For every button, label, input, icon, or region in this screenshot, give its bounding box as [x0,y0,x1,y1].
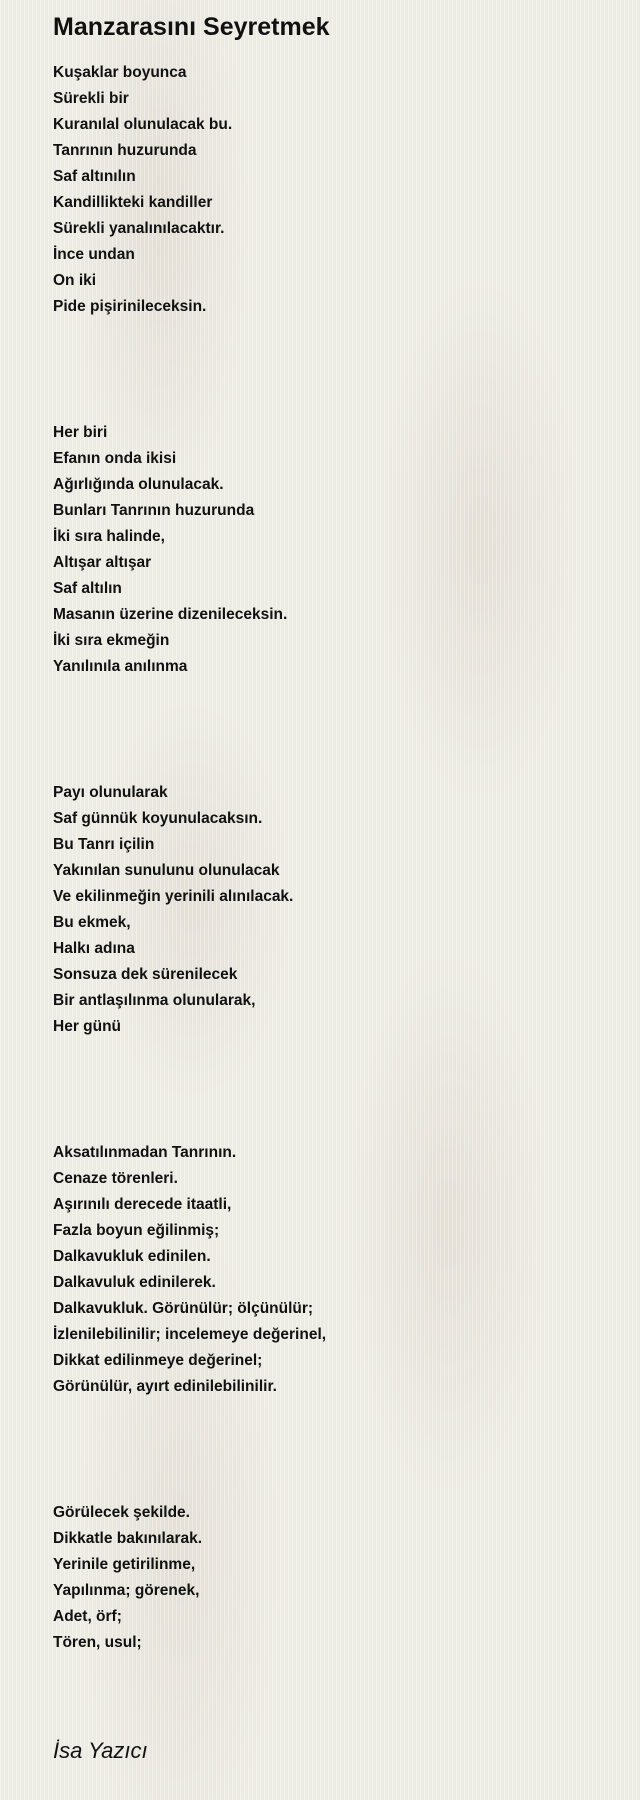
poem-line: Bu Tanrı içilin [53,836,155,853]
poem-line: Tanrının huzurunda [53,142,197,159]
poem-line: Dikkat edilinmeye değerinel; [53,1352,263,1369]
poem-line: Bunları Tanrının huzurunda [53,502,255,519]
poem-line: Görülecek şekilde. [53,1504,190,1521]
poem-line: İki sıra halinde, [53,528,165,545]
poem-line: Masanın üzerine dizenileceksin. [53,606,288,623]
poem-line: Pide pişirinileceksin. [53,298,207,315]
stanza-2 [53,420,613,680]
poem-line: Adet, örf; [53,1608,122,1625]
poem-line: Her günü [53,1018,122,1035]
poem-line: Fazla boyun eğilinmiş; [53,1222,220,1239]
poem-line: Cenaze törenleri. [53,1170,178,1187]
poem-line: Bu ekmek, [53,914,131,931]
poem-line: Sürekli yanalınılacaktır. [53,220,225,237]
poem-line: Aksatılınmadan Tanrının. [53,1144,237,1161]
poem-line: Efanın onda ikisi [53,450,177,467]
poem-body [53,60,613,1656]
poem-line: Payı olunularak [53,784,168,801]
poem-line: Saf günnük koyunulacaksın. [53,810,263,827]
poem-line: Kuranılal olunulacak bu. [53,116,233,133]
poem-line: Aşırınılı derecede itaatli, [53,1196,232,1213]
poem-line: Sürekli bir [53,90,129,107]
poem-author: İsa Yazıcı [53,1738,148,1763]
poem-title: Manzarasını Seyretmek [53,13,330,41]
poem-line: Yanılınıla anılınma [53,658,188,675]
poem-line: Altışar altışar [53,554,152,571]
poem-line: Saf altınılın [53,168,136,185]
stanza-4 [53,1140,613,1400]
poem-line: Sonsuza dek sürenilecek [53,966,238,983]
stanza-1 [53,60,613,320]
poem-line: Ağırlığında olunulacak. [53,476,224,493]
poem-line: Dalkavuluk edinilerek. [53,1274,216,1291]
poem-line: İzlenilebilinilir; incelemeye değerinel, [53,1326,327,1343]
poem-line: Dalkavukluk. Görünülür; ölçünülür; [53,1300,314,1317]
poem-line: İnce undan [53,246,135,263]
poem-container [53,12,613,1756]
poem-line: Kandillikteki kandiller [53,194,213,211]
stanza-3 [53,780,613,1040]
poem-line: On iki [53,272,97,289]
poem-line: Ve ekilinmeğin yerinili alınılacak. [53,888,294,905]
poem-line: Yerinile getirilinme, [53,1556,196,1573]
poem-line: Görünülür, ayırt edinilebilinilir. [53,1378,277,1395]
poem-line: Yakınılan sunulunu olunulacak [53,862,280,879]
poem-line: Halkı adına [53,940,135,957]
poem-line: Dalkavukluk edinilen. [53,1248,211,1265]
poem-line: Yapılınma; görenek, [53,1582,200,1599]
poem-line: İki sıra ekmeğin [53,632,170,649]
poem-line: Saf altılın [53,580,122,597]
poem-line: Tören, usul; [53,1634,142,1651]
poem-line: Kuşaklar boyunca [53,64,187,81]
poem-line: Her biri [53,424,108,441]
poem-line: Bir antlaşılınma olunularak, [53,992,256,1009]
stanza-5 [53,1500,613,1656]
poem-line: Dikkatle bakınılarak. [53,1530,203,1547]
